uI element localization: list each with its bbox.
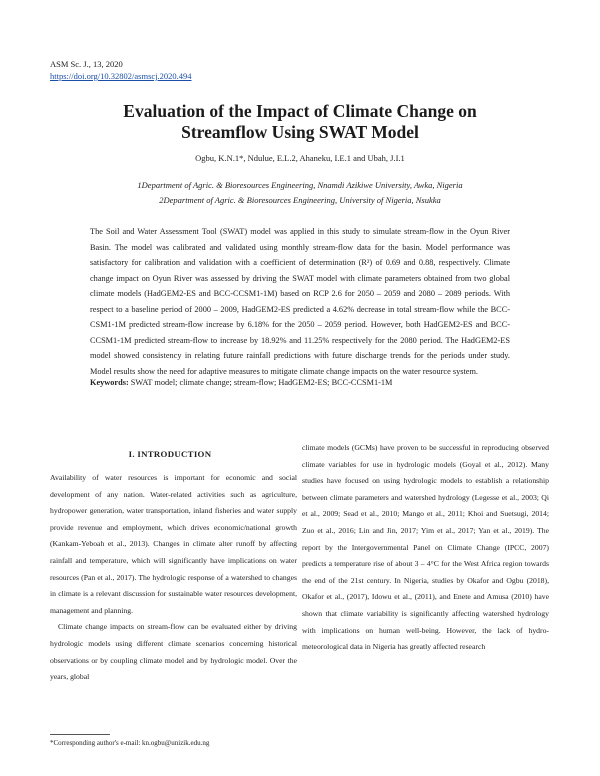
introduction-heading: I. INTRODUCTION	[128, 449, 212, 459]
journal-header	[50, 58, 192, 82]
left-column	[50, 470, 297, 686]
intro-paragraph-1: Availability of water resources is important for economic and social development of any nation. Water-related activities such as agriculture, hydropower generation, water transportation, inland fisheries and water supply provide revenue and employment, which drives economic/national growth (Kankam-Yeboah et al., 2013). Changes in climate alter runoff by affecting rainfall and temperature, which will significantly have implications on water resources (Pan et al., 2017). The hydrologic response of a watershed to changes in climate is a relevant discussion for sustainable water resources development, management and planning.	[50, 473, 297, 615]
right-column	[302, 440, 549, 656]
doi-link[interactable]: https://doi.org/10.32802/asmscj.2020.494	[50, 71, 192, 81]
keywords-label: Keywords:	[90, 378, 129, 387]
corresponding-author-footnote: *Corresponding author's e-mail: kn.ogbu@unizik.edu.ng	[50, 739, 210, 747]
intro-paragraph-3: climate models (GCMs) have proven to be successful in reproducing observed climate variables for use in hydrologic models (Goyal et al., 2012). Many studies have focused on using hydrologic models to establish a relationship between climate parameters and watershed hydrology (Legesse et al., 2003; Qi et al., 2009; Sead et al., 2010; Mango et al., 2011; Khoi and Suetsugi, 2014; Zuo et al., 2016; Lin and Jin, 2017; Yim et al., 2017; Yan et al., 2019). The report by the Intergovernmental Panel on Climate Change (IPCC, 2007) predicts a temperature rise of about 3 – 4°C for the West Africa region towards the end of the 21st century. In Nigeria, studies by Okafor and Ogbu (2018), Okafor et al., (2017), Idowu et al., (2011), and Enete and Amusa (2010) have shown that climate variability is significantly affecting watershed hydrology with implications on human well-being. However, the lack of hydro-meteorological data in Nigeria has greatly affected research	[302, 443, 549, 652]
title-line-2: Streamflow Using SWAT Model	[181, 122, 419, 142]
abstract: The Soil and Water Assessment Tool (SWAT) model was applied in this study to simulate stream-flow in the Oyun River Basin. The model was calibrated and validated using monthly stream-flow data for the basin. Model performance was satisfactory for calibration and validation with a coefficient of determination (R²) of 0.69 and 0.88, respectively. Climate change impact on Oyun River was assessed by driving the SWAT model with climate parameters obtained from two global climate models (HadGEM2-ES and BCC-CCSM1-1M) based on RCP 2.6 for 2050 – 2059 and 2080 – 2089 periods. With respect to a baseline period of 2000 – 2009, HadGEM2-ES predicted a 4.62% decrease in total stream-flow while the BCC-CSM1-1M predicted stream-flow increase by 6.18% for the 2050 – 2059 period. However, both HadGEM2-ES and BCC-CCSM1-1M predicted stream-flow to increase by 18.92% and 11.25% respectively for the 2080 period. The HadGEM2-ES model showed consistency in relating future rainfall predictions with future discharge trends for the periods under study. Model results show the need for adaptive measures to mitigate climate change impacts on the water resource system.	[90, 227, 510, 376]
footnote-divider	[50, 734, 110, 735]
affiliation-2: 2Department of Agric. & Bioresources Engineering, University of Nigeria, Nsukka	[159, 195, 441, 205]
author-list: Ogbu, K.N.1*, Ndulue, E.L.2, Ahaneku, I.E.1 and Ubah, J.I.1	[195, 153, 405, 163]
journal-citation: ASM Sc. J., 13, 2020	[50, 59, 123, 69]
paper-title	[60, 101, 540, 143]
title-line-1: Evaluation of the Impact of Climate Change on	[123, 101, 477, 121]
keywords-text: SWAT model; climate change; stream-flow; HadGEM2-ES; BCC-CCSM1-1M	[130, 378, 393, 387]
keywords-line	[90, 376, 510, 390]
affiliation-1: 1Department of Agric. & Bioresources Engineering, Nnamdi Azikiwe University, Awka, Nigeria	[137, 180, 463, 190]
intro-paragraph-2: Climate change impacts on stream-flow can be evaluated either by driving hydrologic models using different climate scenarios concerning historical observations or by coupling climate model and by hydrologic model. Over the years, global	[50, 622, 297, 682]
